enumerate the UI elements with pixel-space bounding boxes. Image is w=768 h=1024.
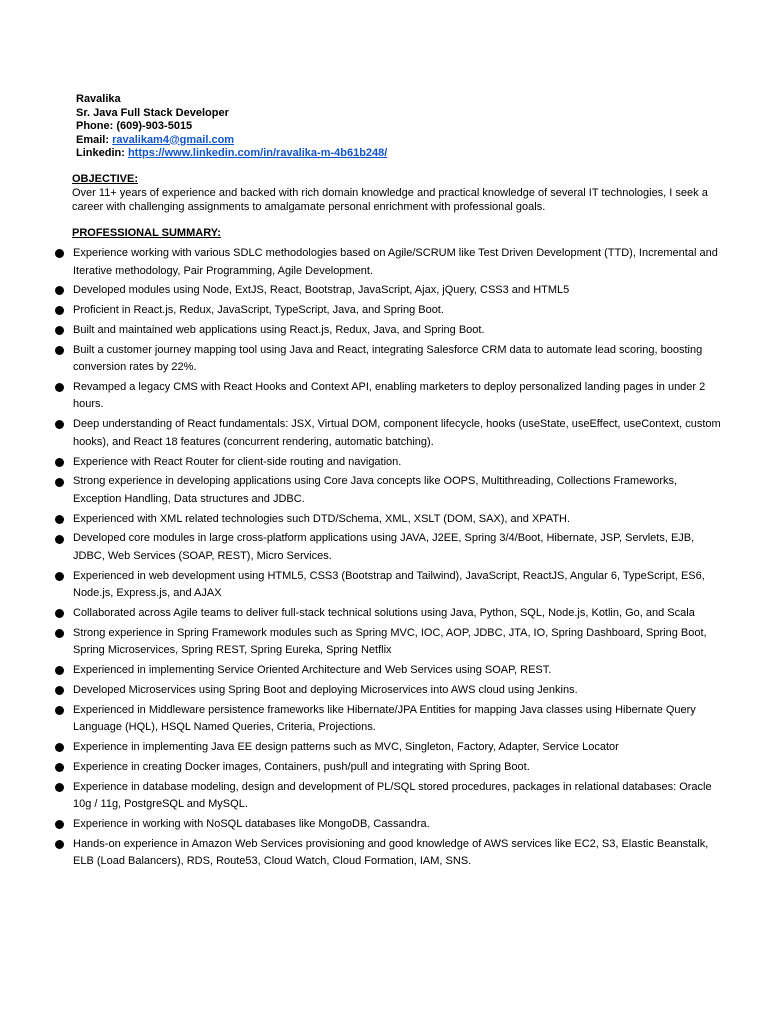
summary-heading: PROFESSIONAL SUMMARY: xyxy=(72,227,221,239)
bullet-icon xyxy=(55,286,64,295)
summary-list-item xyxy=(0,682,768,700)
summary-list-item xyxy=(0,302,768,320)
summary-list-item xyxy=(0,702,768,737)
email-line xyxy=(76,134,387,148)
summary-list-item xyxy=(0,759,768,777)
phone-number: (609)-903-5015 xyxy=(116,120,193,132)
bullet-icon xyxy=(55,326,64,335)
summary-list-item xyxy=(0,454,768,472)
summary-list-item xyxy=(0,245,768,280)
summary-list-item xyxy=(0,322,768,340)
summary-item-text: Experience in database modeling, design and development of PL/SQL stored procedures, packages in relational databases: Oracle 10g / 11g, PostgreSQL and MySQL. xyxy=(73,780,712,811)
candidate-title: Sr. Java Full Stack Developer xyxy=(76,106,229,119)
summary-list-item xyxy=(0,662,768,680)
summary-list xyxy=(0,245,768,873)
bullet-icon xyxy=(55,458,64,467)
summary-item-text: Experience with React Router for client-side routing and navigation. xyxy=(73,455,402,468)
phone-label: Phone: xyxy=(76,120,117,132)
bullet-icon xyxy=(55,515,64,524)
bullet-icon xyxy=(55,820,64,829)
summary-item-text: Experience working with various SDLC methodologies based on Agile/SCRUM like Test Driven Development (TTD), Incremental and Iterative methodology, Pair Programming, Agile Development. xyxy=(73,247,718,277)
summary-item-text: Experienced in Middleware persistence frameworks like Hibernate/JPA Entities for mapping Java classes using Hibernate Query Language (HQL), HSQL Named Queries, Criteria, Projections. xyxy=(73,703,696,734)
bullet-icon xyxy=(55,666,64,675)
summary-list-item xyxy=(0,282,768,300)
objective-text: Over 11+ years of experience and backed with rich domain knowledge and practical knowledge of several IT technologies, I seek a career with challenging assignments to amalgamate personal enrichment with professional goals. xyxy=(72,187,708,213)
summary-item-text: Developed core modules in large cross-platform applications using JAVA, J2EE, Spring 3/4/Boot, Hibernate, JSP, Servlets, EJB, JDBC, Web Services (SOAP, REST), Micro Services. xyxy=(73,532,695,562)
bullet-icon xyxy=(55,706,64,715)
summary-item-text: Experienced with XML related technologies such DTD/Schema, XML, XSLT (DOM, SAX), and XPATH. xyxy=(73,512,571,525)
summary-list-item xyxy=(0,416,768,451)
summary-list-item xyxy=(0,568,768,603)
bullet-icon xyxy=(55,383,64,392)
bullet-icon xyxy=(55,478,64,487)
objective-heading: OBJECTIVE: xyxy=(72,173,139,185)
summary-item-text: Strong experience in developing applications using Core Java concepts like OOPS, Multithreading, Collections Frameworks, Exception Handling, Data structures and JDBC. xyxy=(73,475,678,505)
summary-item-text: Built a customer journey mapping tool using Java and React, integrating Salesforce CRM data to automate lead scoring, boosting conversion rates by 22%. xyxy=(73,343,703,374)
bullet-icon xyxy=(55,763,64,772)
summary-list-item xyxy=(0,511,768,529)
summary-list-item xyxy=(0,379,768,414)
bullet-icon xyxy=(55,783,64,792)
summary-item-text: Revamped a legacy CMS with React Hooks and Context API, enabling marketers to deploy personalized landing pages in under 2 hours. xyxy=(73,380,706,411)
summary-item-text: Strong experience in Spring Framework modules such as Spring MVC, IOC, AOP, JDBC, JTA, IO, Spring Dashboard, Spring Boot, Spring Microservices, Spring REST, Spring Eureka, Spring Netflix xyxy=(73,626,707,657)
summary-list-item xyxy=(0,816,768,834)
bullet-icon xyxy=(55,306,64,315)
linkedin-label: Linkedin: xyxy=(76,147,128,159)
summary-item-text: Experienced in web development using HTML5, CSS3 (Bootstrap and Tailwind), JavaScript, ReactJS, Angular 6, TypeScript, ES6, Node.js, Express.js, and AJAX xyxy=(73,569,705,600)
summary-item-text: Developed Microservices using Spring Boot and deploying Microservices into AWS cloud using Jenkins. xyxy=(73,683,578,696)
bullet-icon xyxy=(55,535,64,544)
summary-item-text: Experience in creating Docker images, Containers, push/pull and integrating with Spring Boot. xyxy=(73,760,530,773)
summary-item-text: Developed modules using Node, ExtJS, React, Bootstrap, JavaScript, Ajax, jQuery, CSS3 and HTML5 xyxy=(73,284,570,297)
phone-line xyxy=(76,120,387,134)
bullet-icon xyxy=(55,686,64,695)
summary-item-text: Experienced in implementing Service Oriented Architecture and Web Services using SOAP, REST. xyxy=(73,664,552,677)
candidate-name: Ravalika xyxy=(76,93,121,105)
bullet-icon xyxy=(55,629,64,638)
summary-item-text: Deep understanding of React fundamentals: JSX, Virtual DOM, component lifecycle, hooks (useState, useEffect, useContext, custom hooks), and React 18 features (concurrent rendering, automatic batching). xyxy=(73,418,721,448)
summary-list-item xyxy=(0,605,768,623)
summary-item-text: Experience in working with NoSQL databases like MongoDB, Cassandra. xyxy=(73,817,430,830)
bullet-icon xyxy=(55,346,64,355)
bullet-icon xyxy=(55,572,64,581)
bullet-icon xyxy=(55,249,64,258)
linkedin-line xyxy=(76,147,387,161)
summary-list-item xyxy=(0,779,768,814)
bullet-icon xyxy=(55,609,64,618)
contact-header xyxy=(76,93,387,161)
summary-list-item xyxy=(0,625,768,660)
summary-item-text: Experience in implementing Java EE design patterns such as MVC, Singleton, Factory, Adapter, Service Locator xyxy=(73,741,619,754)
summary-item-text: Collaborated across Agile teams to deliver full-stack technical solutions using Java, Python, SQL, Node.js, Kotlin, Go, and Scala xyxy=(73,607,695,620)
summary-list-item xyxy=(0,473,768,508)
summary-list-item xyxy=(0,836,768,871)
summary-item-text: Proficient in React.js, Redux, JavaScript, TypeScript, Java, and Spring Boot. xyxy=(73,304,444,317)
bullet-icon xyxy=(55,743,64,752)
summary-list-item xyxy=(0,342,768,377)
summary-item-text: Hands-on experience in Amazon Web Services provisioning and good knowledge of AWS services like EC2, S3, Elastic Beanstalk, ELB (Load Balancers), RDS, Route53, Cloud Watch, Cloud Formation, IAM, SNS. xyxy=(73,837,709,868)
linkedin-link[interactable]: https://www.linkedin.com/in/ravalika-m-4b61b248/ xyxy=(127,147,388,159)
summary-item-text: Built and maintained web applications using React.js, Redux, Java, and Spring Boot. xyxy=(73,323,485,336)
objective-section xyxy=(72,173,732,214)
email-link[interactable]: ravalikam4@gmail.com xyxy=(112,133,235,146)
summary-list-item xyxy=(0,530,768,565)
email-label: Email: xyxy=(76,133,113,146)
bullet-icon xyxy=(55,420,64,429)
summary-list-item xyxy=(0,739,768,757)
bullet-icon xyxy=(55,840,64,849)
